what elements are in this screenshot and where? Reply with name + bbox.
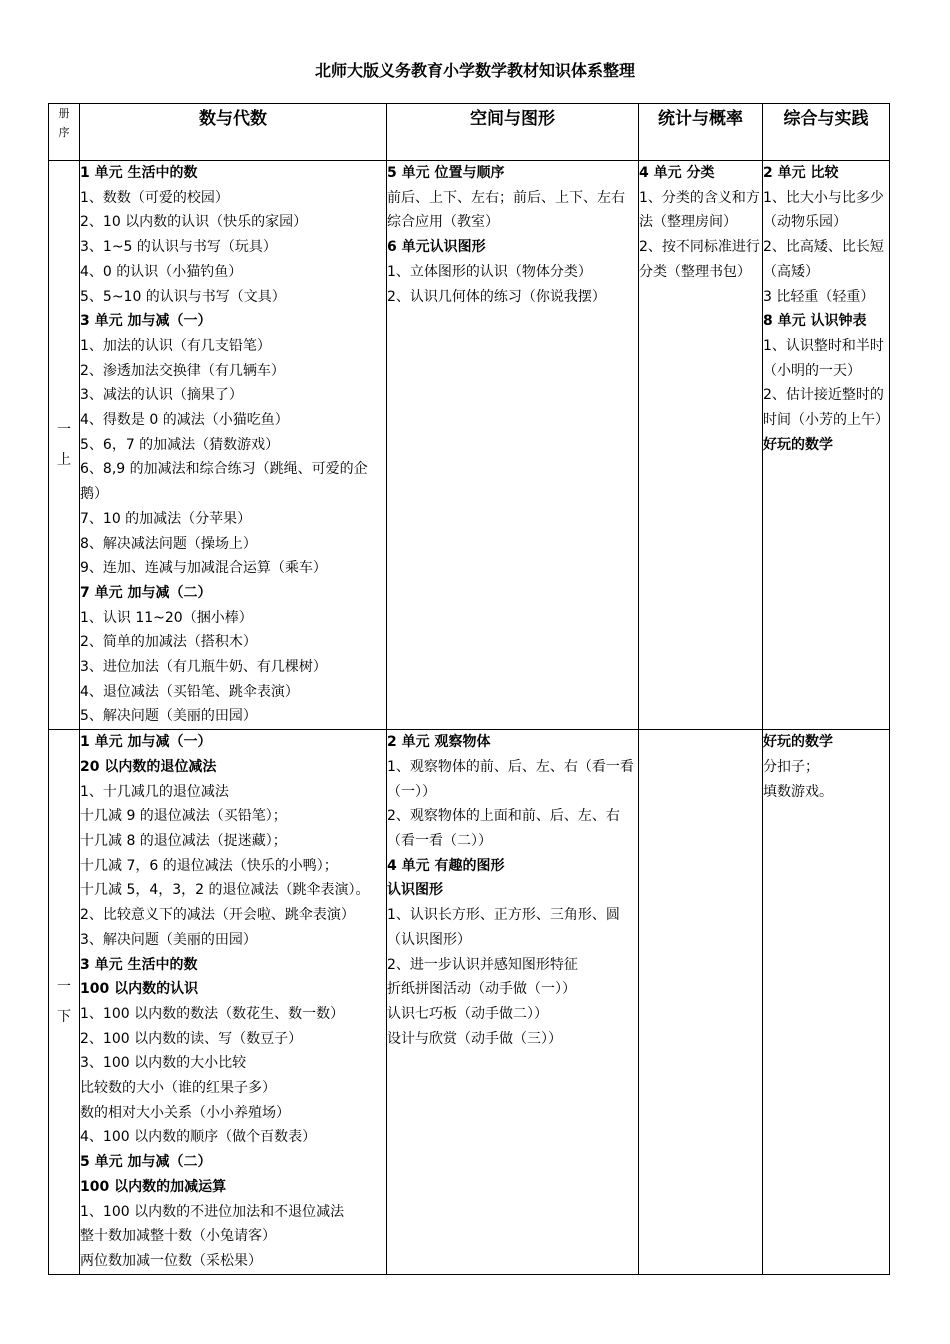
- cell-integrated-practice: [763, 161, 890, 730]
- semester-label-line: 下: [57, 1008, 71, 1025]
- section-heading: 20 以内数的退位减法: [80, 758, 217, 775]
- list-item: 认识七巧板（动手做二））: [387, 1005, 548, 1022]
- list-item: 2、10 以内数的认识（快乐的家园）: [80, 214, 308, 231]
- list-item: 8、解决减法问题（操场上）: [80, 535, 257, 552]
- semester-column-header: [49, 104, 80, 161]
- list-item: 2、比高矮、比长短（高矮）: [763, 239, 884, 280]
- section-heading: 好玩的数学: [763, 436, 833, 453]
- semester-label-line: 一: [57, 422, 71, 439]
- table-header-row: [49, 104, 890, 161]
- list-item: 3、100 以内数的大小比较: [80, 1055, 247, 1072]
- list-item: 1、100 以内数的不进位加法和不退位减法: [80, 1203, 345, 1220]
- list-item: 1、分类的含义和方法（整理房间）: [639, 189, 760, 231]
- cell-statistics-probability: [639, 730, 763, 1274]
- page-title: 北师大版义务教育小学数学教材知识体系整理: [314, 61, 635, 80]
- cell-number-algebra: [80, 161, 387, 730]
- column-header-space-shape: 空间与图形: [387, 104, 639, 161]
- semester-label-line: 上: [57, 452, 71, 469]
- section-heading: 1 单元 加与减（一）: [80, 734, 212, 751]
- section-heading: 6 单元认识图形: [387, 239, 486, 256]
- column-header-number-algebra: 数与代数: [80, 104, 387, 161]
- section-heading: 100 以内数的加减运算: [80, 1178, 227, 1195]
- list-item: 十几减 7，6 的退位减法（快乐的小鸭）；: [80, 857, 338, 874]
- list-item: 十几减 5，4，3，2 的退位减法（跳伞表演）。: [80, 882, 370, 899]
- list-item: 3、进位加法（有几瓶牛奶、有几棵树）: [80, 659, 327, 676]
- list-item: 4、得数是 0 的减法（小猫吃鱼）: [80, 412, 289, 429]
- section-heading: 7 单元 加与减（二）: [80, 584, 212, 601]
- list-item: 4、100 以内数的顺序（做个百数表）: [80, 1129, 317, 1146]
- cell-space-shape: [387, 161, 639, 730]
- list-item: 6、8,9 的加减法和综合练习（跳绳、可爱的企鹅）: [80, 461, 368, 503]
- column-header-statistics-probability: 统计与概率: [639, 104, 763, 161]
- list-item: 3、解决问题（美丽的田园）: [80, 931, 257, 948]
- table-row: [49, 161, 890, 730]
- section-heading: 3 单元 生活中的数: [80, 956, 198, 973]
- list-item: 1、认识 11~20（捆小棒）: [80, 609, 253, 626]
- list-item: 数的相对大小关系（小小养殖场）: [80, 1104, 290, 1121]
- semester-label: [49, 161, 80, 730]
- list-item: 折纸拼图活动（动手做（一））: [387, 981, 576, 998]
- knowledge-table: [48, 103, 890, 1275]
- list-item: 两位数加减一位数（采松果）: [80, 1252, 262, 1269]
- list-item: 1、数数（可爱的校园）: [80, 189, 229, 206]
- semester-label: [49, 730, 80, 1274]
- section-heading: 认识图形: [387, 882, 443, 899]
- list-item: 2、估计接近整时的时间（小芳的上午）: [763, 387, 889, 429]
- list-item: 1、认识长方形、正方形、三角形、圆（认识图形）: [387, 907, 620, 948]
- column-header-integrated-practice: 综合与实践: [763, 104, 890, 161]
- list-item: 1、加法的认识（有几支铅笔）: [80, 337, 271, 354]
- list-item: 比较数的大小（谁的红果子多）: [80, 1080, 276, 1097]
- section-heading: 4 单元 有趣的图形: [387, 857, 505, 874]
- section-heading: 3 单元 加与减（一）: [80, 313, 212, 330]
- cell-space-shape: [387, 730, 639, 1274]
- list-item: 2、认识几何体的练习（你说我摆）: [387, 288, 606, 305]
- section-heading: 2 单元 比较: [763, 165, 839, 181]
- list-item: 5、解决问题（美丽的田园）: [80, 708, 257, 725]
- section-heading: 2 单元 观察物体: [387, 734, 491, 751]
- cell-statistics-probability: [639, 161, 763, 730]
- list-item: 填数游戏。: [763, 783, 833, 800]
- section-heading: 好玩的数学: [763, 734, 833, 751]
- list-item: 2、100 以内数的读、写（数豆子）: [80, 1030, 303, 1047]
- list-item: 2、简单的加减法（搭积木）: [80, 634, 257, 651]
- list-item: 2、进一步认识并感知图形特征: [387, 956, 578, 973]
- list-item: 1、比大小与比多少（动物乐园）: [763, 189, 884, 231]
- list-item: 3 比轻重（轻重）: [763, 288, 875, 305]
- list-item: 2、观察物体的上面和前、后、左、右（看一看（二））: [387, 808, 620, 849]
- header-semester-line: 序: [58, 126, 70, 139]
- list-item: 3、减法的认识（摘果了）: [80, 387, 243, 404]
- list-item: 设计与欣赏（动手做（三））: [387, 1030, 562, 1047]
- list-item: 2、比较意义下的减法（开会啦、跳伞表演）: [80, 907, 355, 924]
- section-heading: 5 单元 位置与顺序: [387, 165, 505, 181]
- table-row: [49, 730, 890, 1274]
- list-item: 十几减 8 的退位减法（捉迷藏）；: [80, 832, 287, 849]
- list-item: 分扣子；: [763, 758, 819, 775]
- section-heading: 1 单元 生活中的数: [80, 165, 198, 181]
- header-semester-line: 册: [58, 107, 70, 120]
- list-item: 1、立体图形的认识（物体分类）: [387, 263, 592, 280]
- list-item: 4、0 的认识（小猫钓鱼）: [80, 263, 243, 280]
- list-item: 4、退位减法（买铅笔、跳伞表演）: [80, 683, 299, 700]
- list-item: 十几减 9 的退位减法（买铅笔）；: [80, 808, 287, 825]
- list-item: 前后、上下、左右；前后、上下、左右综合应用（教室）: [387, 189, 625, 231]
- semester-label-line: 一: [57, 978, 71, 995]
- list-item: 3、1~5 的认识与书写（玩具）: [80, 239, 277, 256]
- section-heading: 5 单元 加与减（二）: [80, 1154, 212, 1171]
- list-item: 1、100 以内数的数法（数花生、数一数）: [80, 1005, 345, 1022]
- list-item: 1、观察物体的前、后、左、右（看一看（一））: [387, 758, 634, 800]
- section-heading: 8 单元 认识钟表: [763, 313, 867, 330]
- section-heading: 4 单元 分类: [639, 165, 715, 181]
- cell-number-algebra: [80, 730, 387, 1274]
- section-heading: 100 以内数的认识: [80, 981, 199, 998]
- list-item: 整十数加减整十数（小兔请客）: [80, 1228, 276, 1245]
- list-item: 7、10 的加减法（分苹果）: [80, 510, 252, 527]
- list-item: 1、认识整时和半时（小明的一天）: [763, 337, 884, 379]
- list-item: 5、5~10 的认识与书写（文具）: [80, 288, 286, 305]
- list-item: 1、十几减几的退位减法: [80, 783, 229, 800]
- cell-integrated-practice: [763, 730, 890, 1274]
- list-item: 2、渗透加法交换律（有几辆车）: [80, 362, 285, 379]
- list-item: 9、连加、连减与加减混合运算（乘车）: [80, 560, 327, 577]
- list-item: 2、按不同标准进行分类（整理书包）: [639, 239, 760, 280]
- list-item: 5、6，7 的加减法（猜数游戏）: [80, 436, 280, 453]
